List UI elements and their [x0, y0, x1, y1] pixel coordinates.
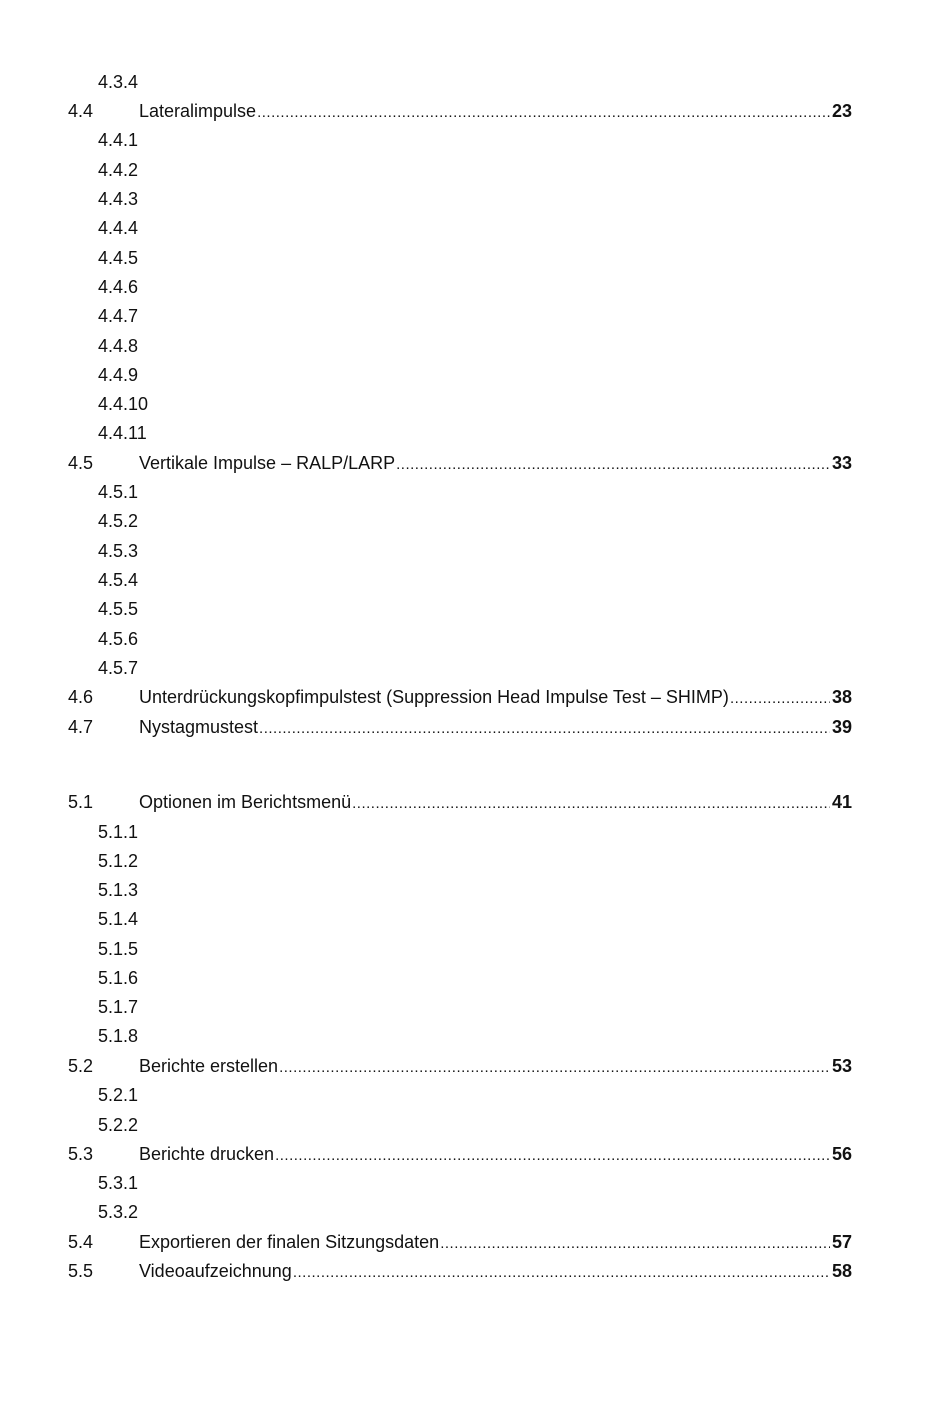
section-number: 4.4.1 [98, 130, 139, 150]
section-number: 4.4 [68, 101, 94, 121]
section-number: 4.4.7 [98, 306, 139, 326]
section-number: 4.4.8 [98, 336, 139, 356]
toc-subentry [0, 244, 950, 273]
section-number: 4.4.9 [98, 365, 139, 385]
toc-entry [0, 788, 950, 817]
section-number: 5.3.2 [98, 1202, 139, 1222]
dot-leader [396, 450, 830, 479]
section-number: 4.5.3 [98, 541, 139, 561]
page-number: 33 [831, 453, 852, 473]
section-number: 4.6 [68, 687, 94, 707]
section-number: 5.2 [68, 1056, 94, 1076]
section-number: 4.4.2 [98, 160, 139, 180]
toc-subentry [0, 156, 950, 185]
section-number: 5.1.3 [98, 880, 139, 900]
section-title: Berichte erstellen [139, 1056, 279, 1076]
toc-subentry [0, 273, 950, 302]
toc-subentry [0, 302, 950, 331]
toc-entry-line [139, 1140, 852, 1170]
toc-entry [0, 1052, 950, 1081]
toc-subentry [0, 935, 950, 964]
toc-subentry [0, 126, 950, 155]
section-number: 4.5.1 [98, 482, 139, 502]
toc-subentry [0, 1198, 950, 1227]
page-number: 58 [831, 1261, 852, 1281]
toc-subentry [0, 964, 950, 993]
section-number: 4.5.5 [98, 599, 139, 619]
toc-subentry [0, 185, 950, 214]
page-number: 38 [831, 687, 852, 707]
dot-leader [257, 98, 830, 127]
toc-subentry [0, 419, 950, 448]
section-number: 5.4 [68, 1232, 94, 1252]
section-number: 5.3.1 [98, 1173, 139, 1193]
section-number: 4.5 [68, 453, 94, 473]
toc-subentry [0, 876, 950, 905]
toc-subentry [0, 625, 950, 654]
toc-entry [0, 1257, 950, 1286]
toc-entry-line [139, 683, 852, 713]
toc-entry-line [139, 1052, 852, 1082]
toc-subentry [0, 654, 950, 683]
toc-subentry [0, 1081, 950, 1110]
toc-entry [0, 1228, 950, 1257]
section-number: 4.4.11 [98, 423, 147, 443]
section-number: 4.4.4 [98, 218, 139, 238]
section-number: 4.7 [68, 717, 94, 737]
toc-entry [0, 713, 950, 742]
page-number: 56 [831, 1144, 852, 1164]
toc-subentry [0, 905, 950, 934]
section-number: 4.5.2 [98, 511, 139, 531]
section-number: 4.3.4 [98, 72, 139, 92]
section-number: 5.2.2 [98, 1115, 139, 1135]
toc-entry-line [139, 788, 852, 818]
toc-entry-line [139, 1257, 852, 1287]
page-number: 41 [831, 792, 852, 812]
toc-entry-line [139, 1228, 852, 1258]
section-number: 4.4.10 [98, 394, 149, 414]
page-number: 57 [831, 1232, 852, 1252]
section-number: 4.4.3 [98, 189, 139, 209]
toc-subentry [0, 507, 950, 536]
section-number: 4.5.4 [98, 570, 139, 590]
section-title: Unterdrückungskopfimpulstest (Suppression Head Impulse Test – SHIMP) [139, 687, 729, 707]
toc-subentry [0, 1169, 950, 1198]
toc-subentry [0, 566, 950, 595]
toc-subentry [0, 390, 950, 419]
toc-subentry [0, 68, 950, 97]
toc-subentry [0, 537, 950, 566]
toc-subentry [0, 1111, 950, 1140]
section-number: 5.3 [68, 1144, 94, 1164]
toc-subentry [0, 478, 950, 507]
toc-entry-line [139, 97, 852, 127]
section-number: 5.5 [68, 1261, 94, 1281]
section-number: 5.1.5 [98, 939, 139, 959]
section-number: 5.1.1 [98, 822, 139, 842]
toc-entry-line [139, 449, 852, 479]
page-number: 39 [831, 717, 852, 737]
page-number: 23 [831, 101, 852, 121]
toc-subentry [0, 993, 950, 1022]
section-title: Videoaufzeichnung [139, 1261, 292, 1281]
toc-subentry [0, 818, 950, 847]
dot-leader [279, 1053, 830, 1082]
dot-leader [730, 684, 830, 713]
toc-subentry [0, 361, 950, 390]
section-number: 4.4.5 [98, 248, 139, 268]
page-number: 53 [831, 1056, 852, 1076]
toc-entry [0, 449, 950, 478]
dot-leader [293, 1258, 830, 1287]
section-title: Berichte drucken [139, 1144, 275, 1164]
section-title: Vertikale Impulse – RALP/LARP [139, 453, 396, 473]
toc-subentry [0, 332, 950, 361]
section-number: 5.1.6 [98, 968, 139, 988]
section-title: Nystagmustest [139, 717, 259, 737]
section-number: 4.4.6 [98, 277, 139, 297]
section-number: 5.1.7 [98, 997, 139, 1017]
dot-leader [259, 714, 830, 743]
toc-entry [0, 97, 950, 126]
section-title: Lateralimpulse [139, 101, 257, 121]
section-number: 5.1.2 [98, 851, 139, 871]
toc-entry-line [139, 713, 852, 743]
toc-subentry [0, 595, 950, 624]
dot-leader [440, 1229, 830, 1258]
section-number: 4.5.6 [98, 629, 139, 649]
toc-subentry [0, 847, 950, 876]
section-number: 5.1 [68, 792, 94, 812]
toc-subentry [0, 1022, 950, 1051]
dot-leader [352, 789, 830, 818]
toc-subentry [0, 214, 950, 243]
section-number: 5.1.8 [98, 1026, 139, 1046]
section-title: Optionen im Berichtsmenü [139, 792, 352, 812]
dot-leader [275, 1141, 830, 1170]
section-number: 5.1.4 [98, 909, 139, 929]
toc-entry [0, 683, 950, 712]
section-number: 5.2.1 [98, 1085, 139, 1105]
toc-entry [0, 1140, 950, 1169]
section-number: 4.5.7 [98, 658, 139, 678]
section-title: Exportieren der finalen Sitzungsdaten [139, 1232, 440, 1252]
